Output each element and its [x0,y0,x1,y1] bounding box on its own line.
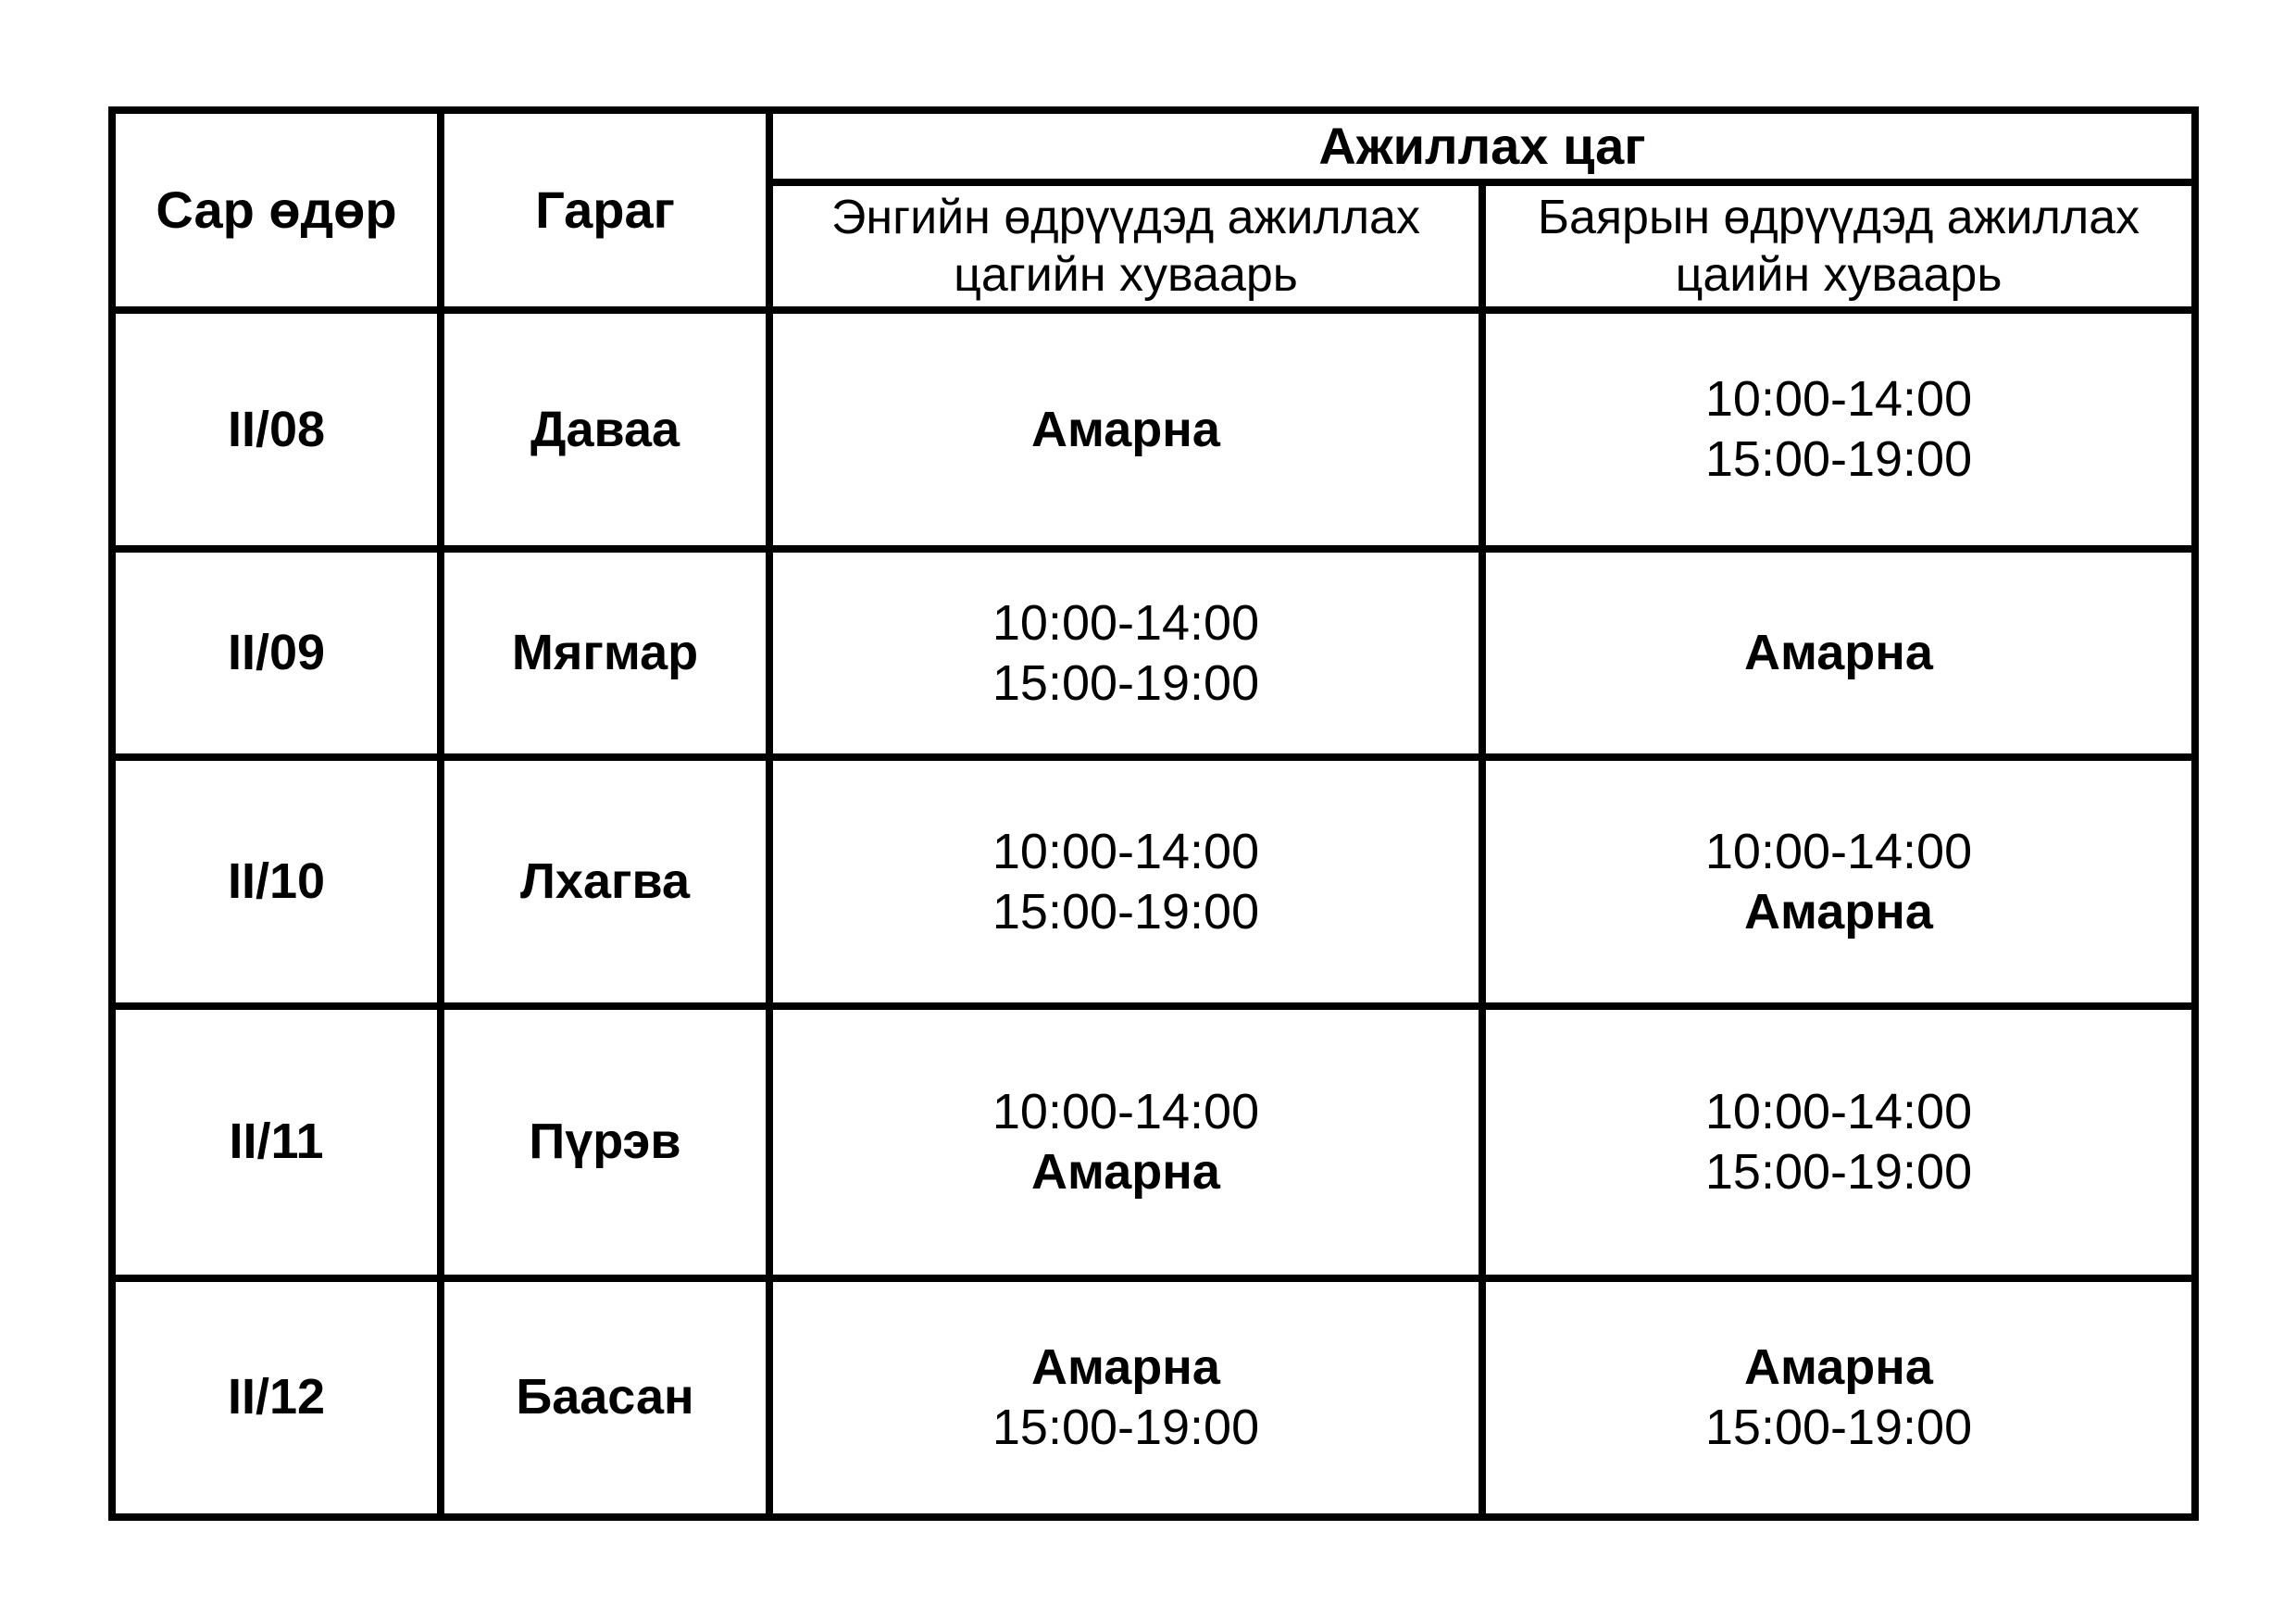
table-row [112,1278,2195,1517]
day-off-label: Амарна [1031,1339,1220,1395]
holiday-hours-cell [1482,1278,2195,1517]
normal-days-header-line1: Энгийн өдрүүдэд ажиллах [831,190,1420,244]
date-cell: II/09 [112,549,441,757]
working-hours-group-header: Ажиллах цаг [769,110,2195,182]
time-range-label: 10:00-14:00 [1704,823,1973,879]
date-cell: II/10 [112,757,441,1006]
time-range-label: 15:00-19:00 [1704,1399,1973,1455]
holiday-days-header-line1: Баярын өдрүүдэд ажиллах [1537,190,2140,244]
day-cell: Лхагва [441,757,769,1006]
date-cell: II/08 [112,310,441,549]
table-row [112,310,2195,549]
date-column-header: Сар өдөр [112,110,441,310]
time-range-label: 10:00-14:00 [1704,1083,1973,1139]
header-row-top [112,110,2195,182]
working-hours-table [108,106,2199,1521]
day-off-label: Амарна [1744,883,1933,940]
holiday-days-header-line2: цаийн хуваарь [1675,248,2003,302]
holiday-hours-cell [1482,757,2195,1006]
holiday-hours-cell [1482,549,2195,757]
schedule-body [112,310,2195,1517]
day-off-label: Амарна [1031,1143,1220,1200]
normal-hours-cell [769,1006,1482,1278]
time-range-label: 15:00-19:00 [1704,1143,1973,1200]
normal-days-header-line2: цагийн хуваарь [954,248,1298,302]
day-cell: Даваа [441,310,769,549]
table-row [112,1006,2195,1278]
holiday-hours-cell [1482,1006,2195,1278]
normal-hours-cell [769,1278,1482,1517]
date-cell: II/12 [112,1278,441,1517]
normal-hours-cell [769,757,1482,1006]
holiday-days-header [1482,182,2195,310]
time-range-label: 15:00-19:00 [992,1399,1260,1455]
day-off-label: Амарна [1744,625,1933,681]
table-row [112,549,2195,757]
holiday-hours-cell [1482,310,2195,549]
time-range-label: 10:00-14:00 [1704,371,1973,428]
day-cell: Мягмар [441,549,769,757]
day-column-header: Гараг [441,110,769,310]
day-off-label: Амарна [1744,1339,1933,1395]
date-cell: II/11 [112,1006,441,1278]
time-range-label: 15:00-19:00 [1704,431,1973,488]
time-range-label: 10:00-14:00 [992,1083,1260,1139]
normal-days-header [769,182,1482,310]
normal-hours-cell [769,549,1482,757]
day-cell: Баасан [441,1278,769,1517]
time-range-label: 15:00-19:00 [992,654,1260,711]
normal-hours-cell [769,310,1482,549]
time-range-label: 10:00-14:00 [992,823,1260,879]
time-range-label: 10:00-14:00 [992,595,1260,652]
table-row [112,757,2195,1006]
time-range-label: 15:00-19:00 [992,883,1260,940]
day-off-label: Амарна [1031,401,1220,457]
day-cell: Пүрэв [441,1006,769,1278]
